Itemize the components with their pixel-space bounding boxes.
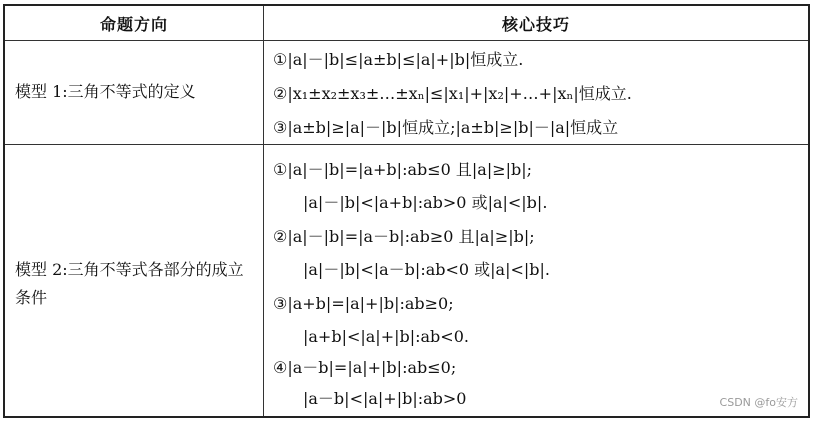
row1-label: 模型 1:三角不等式的定义	[15, 82, 196, 101]
watermark-text: CSDN @fo安方	[719, 396, 798, 409]
row1-line-3: ③|a±b|≥|a|－|b|恒成立;|a±b|≥|b|－|a|恒成立	[273, 118, 619, 137]
row2-line-5: ③|a+b|=|a|+|b|:ab≥0;	[273, 294, 454, 313]
row2-line-4: |a|－|b|<|a－b|:ab<0 或|a|<|b|.	[303, 260, 550, 279]
row1-line-2: ②|x₁±x₂±x₃±…±xₙ|≤|x₁|+|x₂|+…+|xₙ|恒成立.	[273, 84, 632, 103]
header-divider	[5, 40, 808, 41]
row2-line-2: |a|－|b|<|a+b|:ab>0 或|a|<|b|.	[303, 193, 548, 212]
row-divider	[5, 144, 808, 145]
column-divider	[263, 6, 264, 416]
row2-line-7: ④|a－b|=|a|+|b|:ab≤0;	[273, 358, 457, 377]
row1-line-1: ①|a|－|b|≤|a±b|≤|a|+|b|恒成立.	[273, 50, 524, 69]
row2-line-6: |a+b|<|a|+|b|:ab<0.	[303, 327, 469, 346]
row2-line-3: ②|a|－|b|=|a－b|:ab≥0 且|a|≥|b|;	[273, 227, 535, 246]
row2-line-1: ①|a|－|b|=|a+b|:ab≤0 且|a|≥|b|;	[273, 160, 533, 179]
row2-line-8: |a－b|<|a|+|b|:ab>0	[303, 389, 467, 408]
header-technique: 核心技巧	[501, 14, 570, 34]
row2-label: 模型 2:三角不等式各部分的成立条件	[15, 260, 244, 307]
header-topic: 命题方向	[99, 14, 168, 34]
skills-table	[3, 4, 810, 418]
